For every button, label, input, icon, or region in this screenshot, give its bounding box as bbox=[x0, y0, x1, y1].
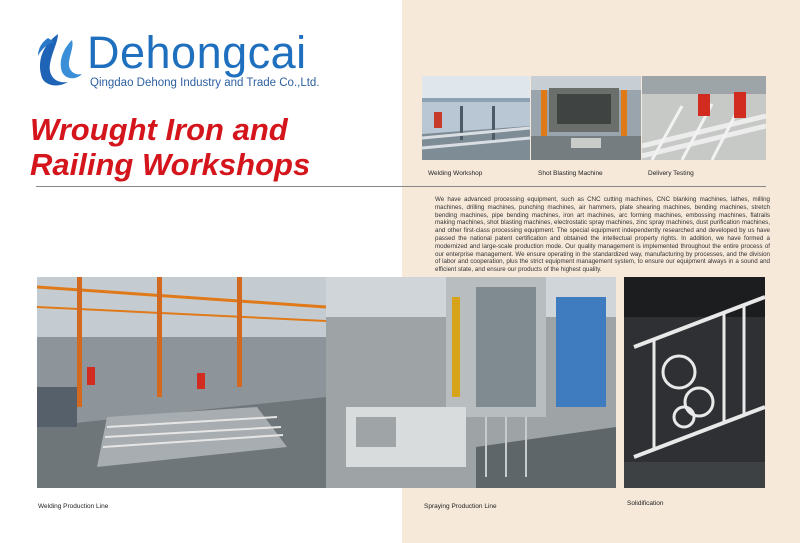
bottom-photo-caption-2: Spraying Production Line bbox=[424, 503, 497, 510]
shot-blasting-photo bbox=[531, 76, 641, 160]
top-photo-caption-3: Delivery Testing bbox=[648, 170, 694, 177]
welding-production-line-photo bbox=[37, 277, 326, 488]
title-line-1: Wrought Iron and bbox=[30, 112, 288, 147]
top-photo-caption-2: Shot Blasting Machine bbox=[538, 170, 603, 177]
solidification-photo bbox=[624, 277, 765, 488]
delivery-testing-photo bbox=[642, 76, 766, 160]
divider-line bbox=[36, 186, 766, 187]
description-paragraph: We have advanced processing equipment, such as CNC cutting machines, CNC blanking machines, lathes, milling machines, drilling machines, punching machines, air hammers, plate shearing machines, bending machines, stretch bending machines, pipe bending machines, iron art machines, arc forming machines, embossing machines, flatrails making machines, shot blasting machines, electrostatic spray machines, zinc spray machines, dust purification machines, and other first-class processing equipment. The special equipment independently researched and developed by us have passed the national patent certification and obtained the intellectual property rights. In addition, we have formed a modernized and large-scale production mode. Our quality management is implemented throughout the entire process of our enterprise management. We ensure operating in the standardized way, manufacturing by processes, and the division of labor and cooperation, plus the strict equipment management system, to ensure our equipment always in a sound and efficient state, and ensure our products of the highest quality. bbox=[435, 196, 770, 274]
page-title bbox=[30, 112, 310, 182]
company-name: Qingdao Dehong Industry and Trade Co.,Ltd. bbox=[90, 77, 320, 89]
bottom-photo-caption-3: Solidification bbox=[627, 500, 664, 507]
brand-name: Dehongcai bbox=[87, 27, 307, 78]
welding-workshop-photo bbox=[422, 76, 530, 160]
spraying-production-line-photo bbox=[326, 277, 616, 488]
swirl-logo-icon bbox=[28, 30, 86, 90]
top-photo-caption-1: Welding Workshop bbox=[428, 170, 483, 177]
bottom-photo-caption-1: Welding Production Line bbox=[38, 503, 109, 510]
title-line-2: Railing Workshops bbox=[30, 147, 311, 182]
